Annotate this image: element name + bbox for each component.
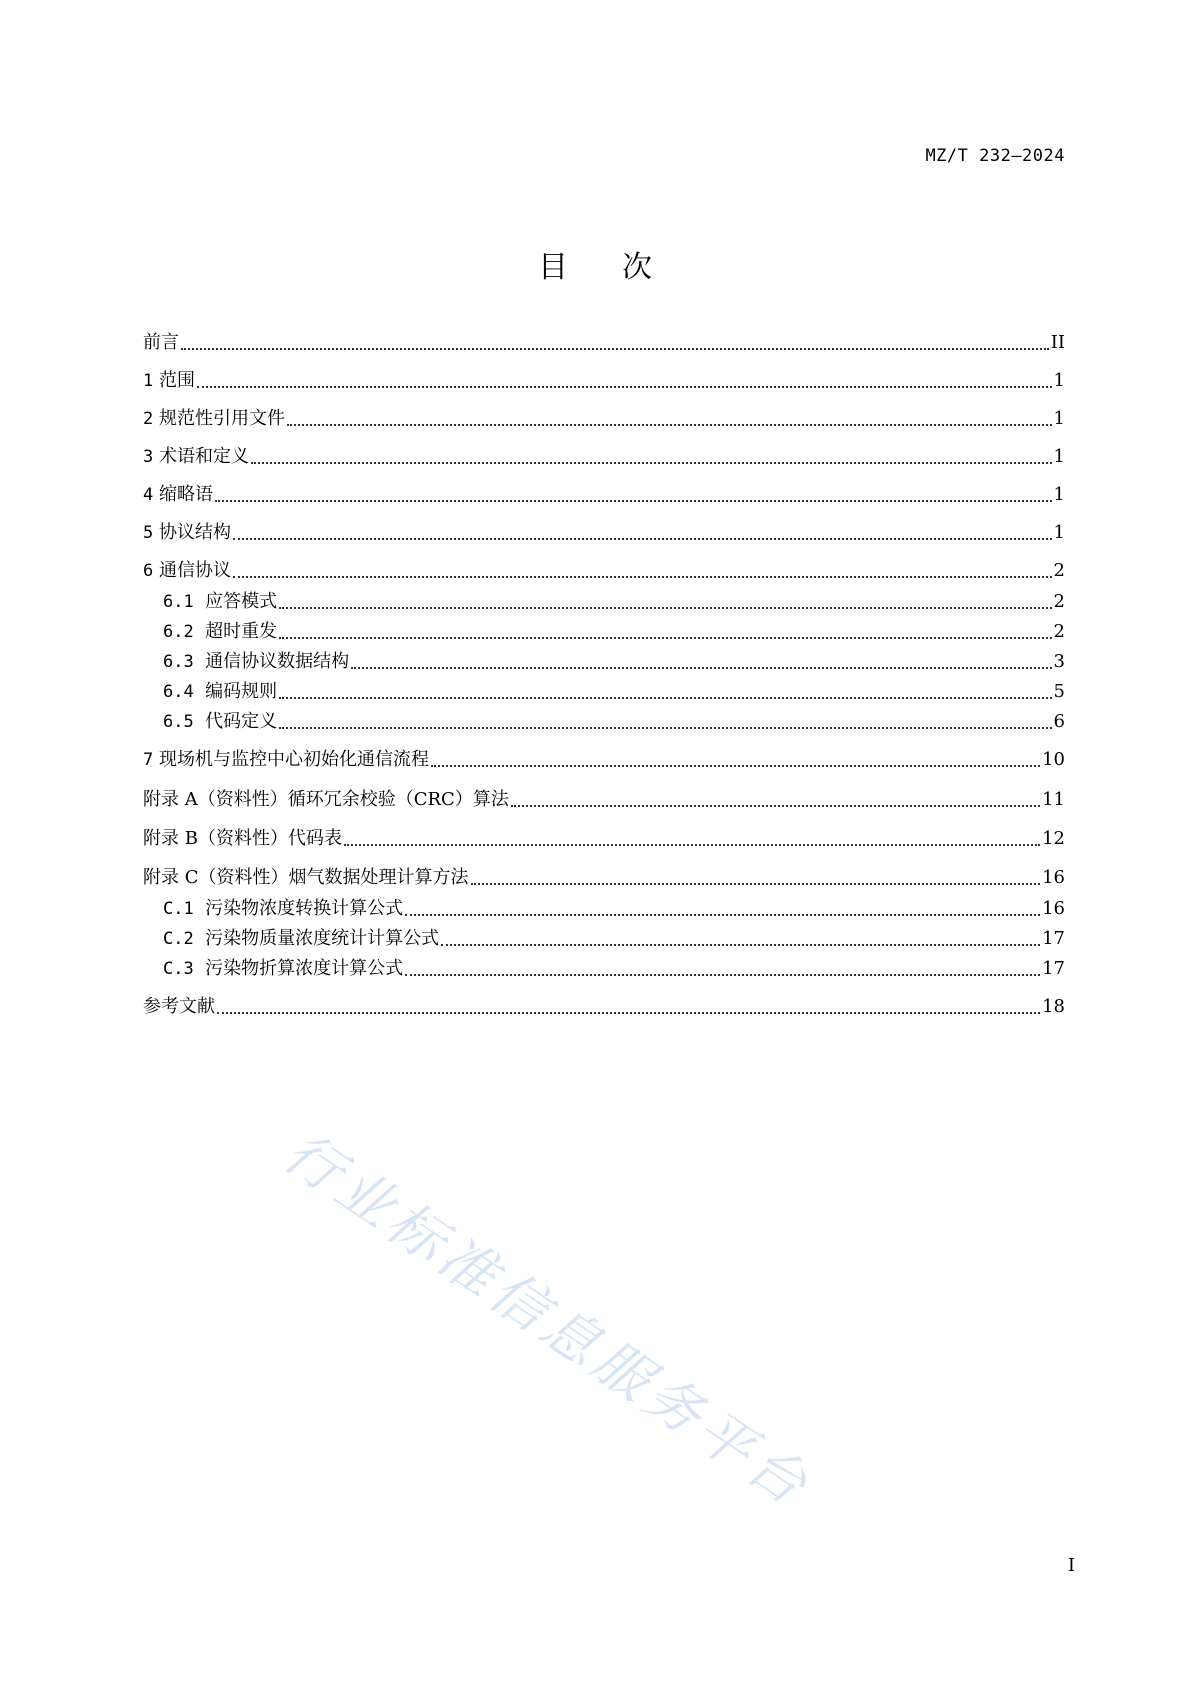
toc-entry-page: 1 [1053, 522, 1065, 543]
toc-entry-label: 6.4 编码规则 [163, 681, 278, 702]
toc-entry-page: 17 [1042, 958, 1065, 979]
toc-leader-dots [429, 747, 1042, 773]
toc-leader-dots [231, 558, 1054, 584]
toc-entry-label: 参考文献 [143, 996, 215, 1017]
toc-entry-label: C.3 污染物折算浓度计算公式 [163, 958, 404, 979]
toc-entry-4-abbreviations[interactable] [143, 482, 1065, 508]
toc-entry-5-protocol-structure[interactable] [143, 520, 1065, 546]
toc-entry-page: 16 [1042, 867, 1065, 888]
toc-leader-dots [277, 619, 1053, 645]
toc-entry-page: 1 [1053, 446, 1065, 467]
toc-entry-number: 4 [143, 485, 154, 505]
toc-entry-label: 6.3 通信协议数据结构 [163, 651, 350, 672]
toc-entry-page: 17 [1042, 928, 1065, 949]
toc-entry-number: 6.5 [163, 712, 194, 732]
toc-entry-page: 2 [1053, 591, 1065, 612]
toc-entry-label: 3 术语和定义 [143, 446, 249, 467]
toc-entry-label: 1 范围 [143, 370, 195, 391]
toc-entry-label: 6.5 代码定义 [163, 711, 278, 732]
toc-entry-appendix-a[interactable] [143, 787, 1065, 813]
toc-entry-bibliography[interactable] [143, 994, 1065, 1020]
toc-leader-dots [249, 444, 1054, 470]
toc-entry-label: 前言 [143, 332, 179, 353]
toc-entry-label: 6.2 超时重发 [163, 621, 278, 642]
toc-entry-number: 6.1 [163, 592, 194, 612]
toc-leader-dots [469, 865, 1043, 891]
toc-leader-dots [277, 679, 1053, 705]
toc-entry-label: 6 通信协议 [143, 560, 231, 581]
toc-entry-label: C.2 污染物质量浓度统计计算公式 [163, 928, 440, 949]
toc-entry-page: 2 [1053, 621, 1065, 642]
toc-entry-number: C.1 [163, 899, 194, 919]
toc-entry-number: 2 [143, 409, 154, 429]
toc-entry-page: 11 [1042, 789, 1065, 810]
toc-entry-foreword[interactable] [143, 330, 1065, 356]
toc-entry-page: 1 [1053, 484, 1065, 505]
toc-leader-dots [403, 956, 1042, 982]
toc-leader-dots [439, 926, 1042, 952]
toc-entry-1-scope[interactable] [143, 368, 1065, 394]
toc-leader-dots [349, 649, 1053, 675]
toc-entry-page: 3 [1053, 651, 1065, 672]
toc-entry-appendix-b[interactable] [143, 826, 1065, 852]
toc-entry-label: 5 协议结构 [143, 522, 231, 543]
toc-entry-label: 附录 C（资料性）烟气数据处理计算方法 [143, 867, 469, 888]
toc-entry-label: 4 缩略语 [143, 484, 213, 505]
toc-entry-page: 5 [1053, 681, 1065, 702]
toc-entry-label: 6.1 应答模式 [163, 591, 278, 612]
toc-title: 目次 [538, 250, 706, 285]
toc-entry-6-5-code-definition[interactable] [163, 709, 1065, 735]
toc-entry-number: 6 [143, 561, 154, 581]
toc-leader-dots [231, 520, 1054, 546]
toc-entry-number: C.2 [163, 929, 194, 949]
toc-entry-page: 1 [1053, 370, 1065, 391]
toc-entry-c-1[interactable] [163, 896, 1065, 922]
toc-leader-dots [213, 482, 1054, 508]
toc-leader-dots [277, 589, 1053, 615]
toc-entry-3-terms[interactable] [143, 444, 1065, 470]
toc-entry-c-2[interactable] [163, 926, 1065, 952]
toc-entry-label: C.1 污染物浓度转换计算公式 [163, 898, 404, 919]
toc-entry-number: 3 [143, 447, 154, 467]
toc-entry-number: 6.3 [163, 652, 194, 672]
toc-entry-number: 6.4 [163, 682, 194, 702]
toc-entry-page: 16 [1042, 898, 1065, 919]
page-number: I [1067, 1555, 1075, 1576]
toc-entry-6-communication-protocol[interactable] [143, 558, 1065, 584]
toc-leader-dots [179, 330, 1051, 356]
toc-entry-page: 6 [1053, 711, 1065, 732]
toc-leader-dots [277, 709, 1053, 735]
toc-leader-dots [342, 826, 1042, 852]
toc-leader-dots [215, 994, 1042, 1020]
toc-entry-label: 2 规范性引用文件 [143, 408, 285, 429]
toc-leader-dots [509, 787, 1042, 813]
toc-entry-6-1-response-mode[interactable] [163, 589, 1065, 615]
toc-entry-number: C.3 [163, 959, 194, 979]
toc-entry-page: 10 [1042, 749, 1065, 770]
toc-entry-page: 2 [1053, 560, 1065, 581]
toc-entry-c-3[interactable] [163, 956, 1065, 982]
toc-entry-7-initialization-flow[interactable] [143, 747, 1065, 773]
toc-entry-label: 附录 B（资料性）代码表 [143, 828, 342, 849]
toc-entry-label: 附录 A（资料性）循环冗余校验（CRC）算法 [143, 789, 509, 810]
toc-entry-number: 1 [143, 371, 154, 391]
toc-leader-dots [285, 406, 1054, 432]
toc-entry-page: 12 [1042, 828, 1065, 849]
toc-entry-number: 5 [143, 523, 154, 543]
toc-entry-appendix-c[interactable] [143, 865, 1065, 891]
toc-leader-dots [403, 896, 1042, 922]
toc-entry-number: 6.2 [163, 622, 194, 642]
toc-entry-label: 7 现场机与监控中心初始化通信流程 [143, 749, 429, 770]
toc-entry-2-normative-references[interactable] [143, 406, 1065, 432]
toc-entry-page: II [1050, 332, 1065, 353]
toc-entry-number: 7 [143, 750, 154, 770]
document-number: MZ/T 232—2024 [925, 146, 1065, 166]
toc-entry-page: 1 [1053, 408, 1065, 429]
toc-leader-dots [195, 368, 1054, 394]
toc-entry-6-4-coding-rules[interactable] [163, 679, 1065, 705]
toc-entry-6-3-data-structure[interactable] [163, 649, 1065, 675]
toc-entry-page: 18 [1042, 996, 1065, 1017]
toc-entry-6-2-timeout-resend[interactable] [163, 619, 1065, 645]
watermark: 行业标准信息服务平台 [271, 1119, 823, 1521]
